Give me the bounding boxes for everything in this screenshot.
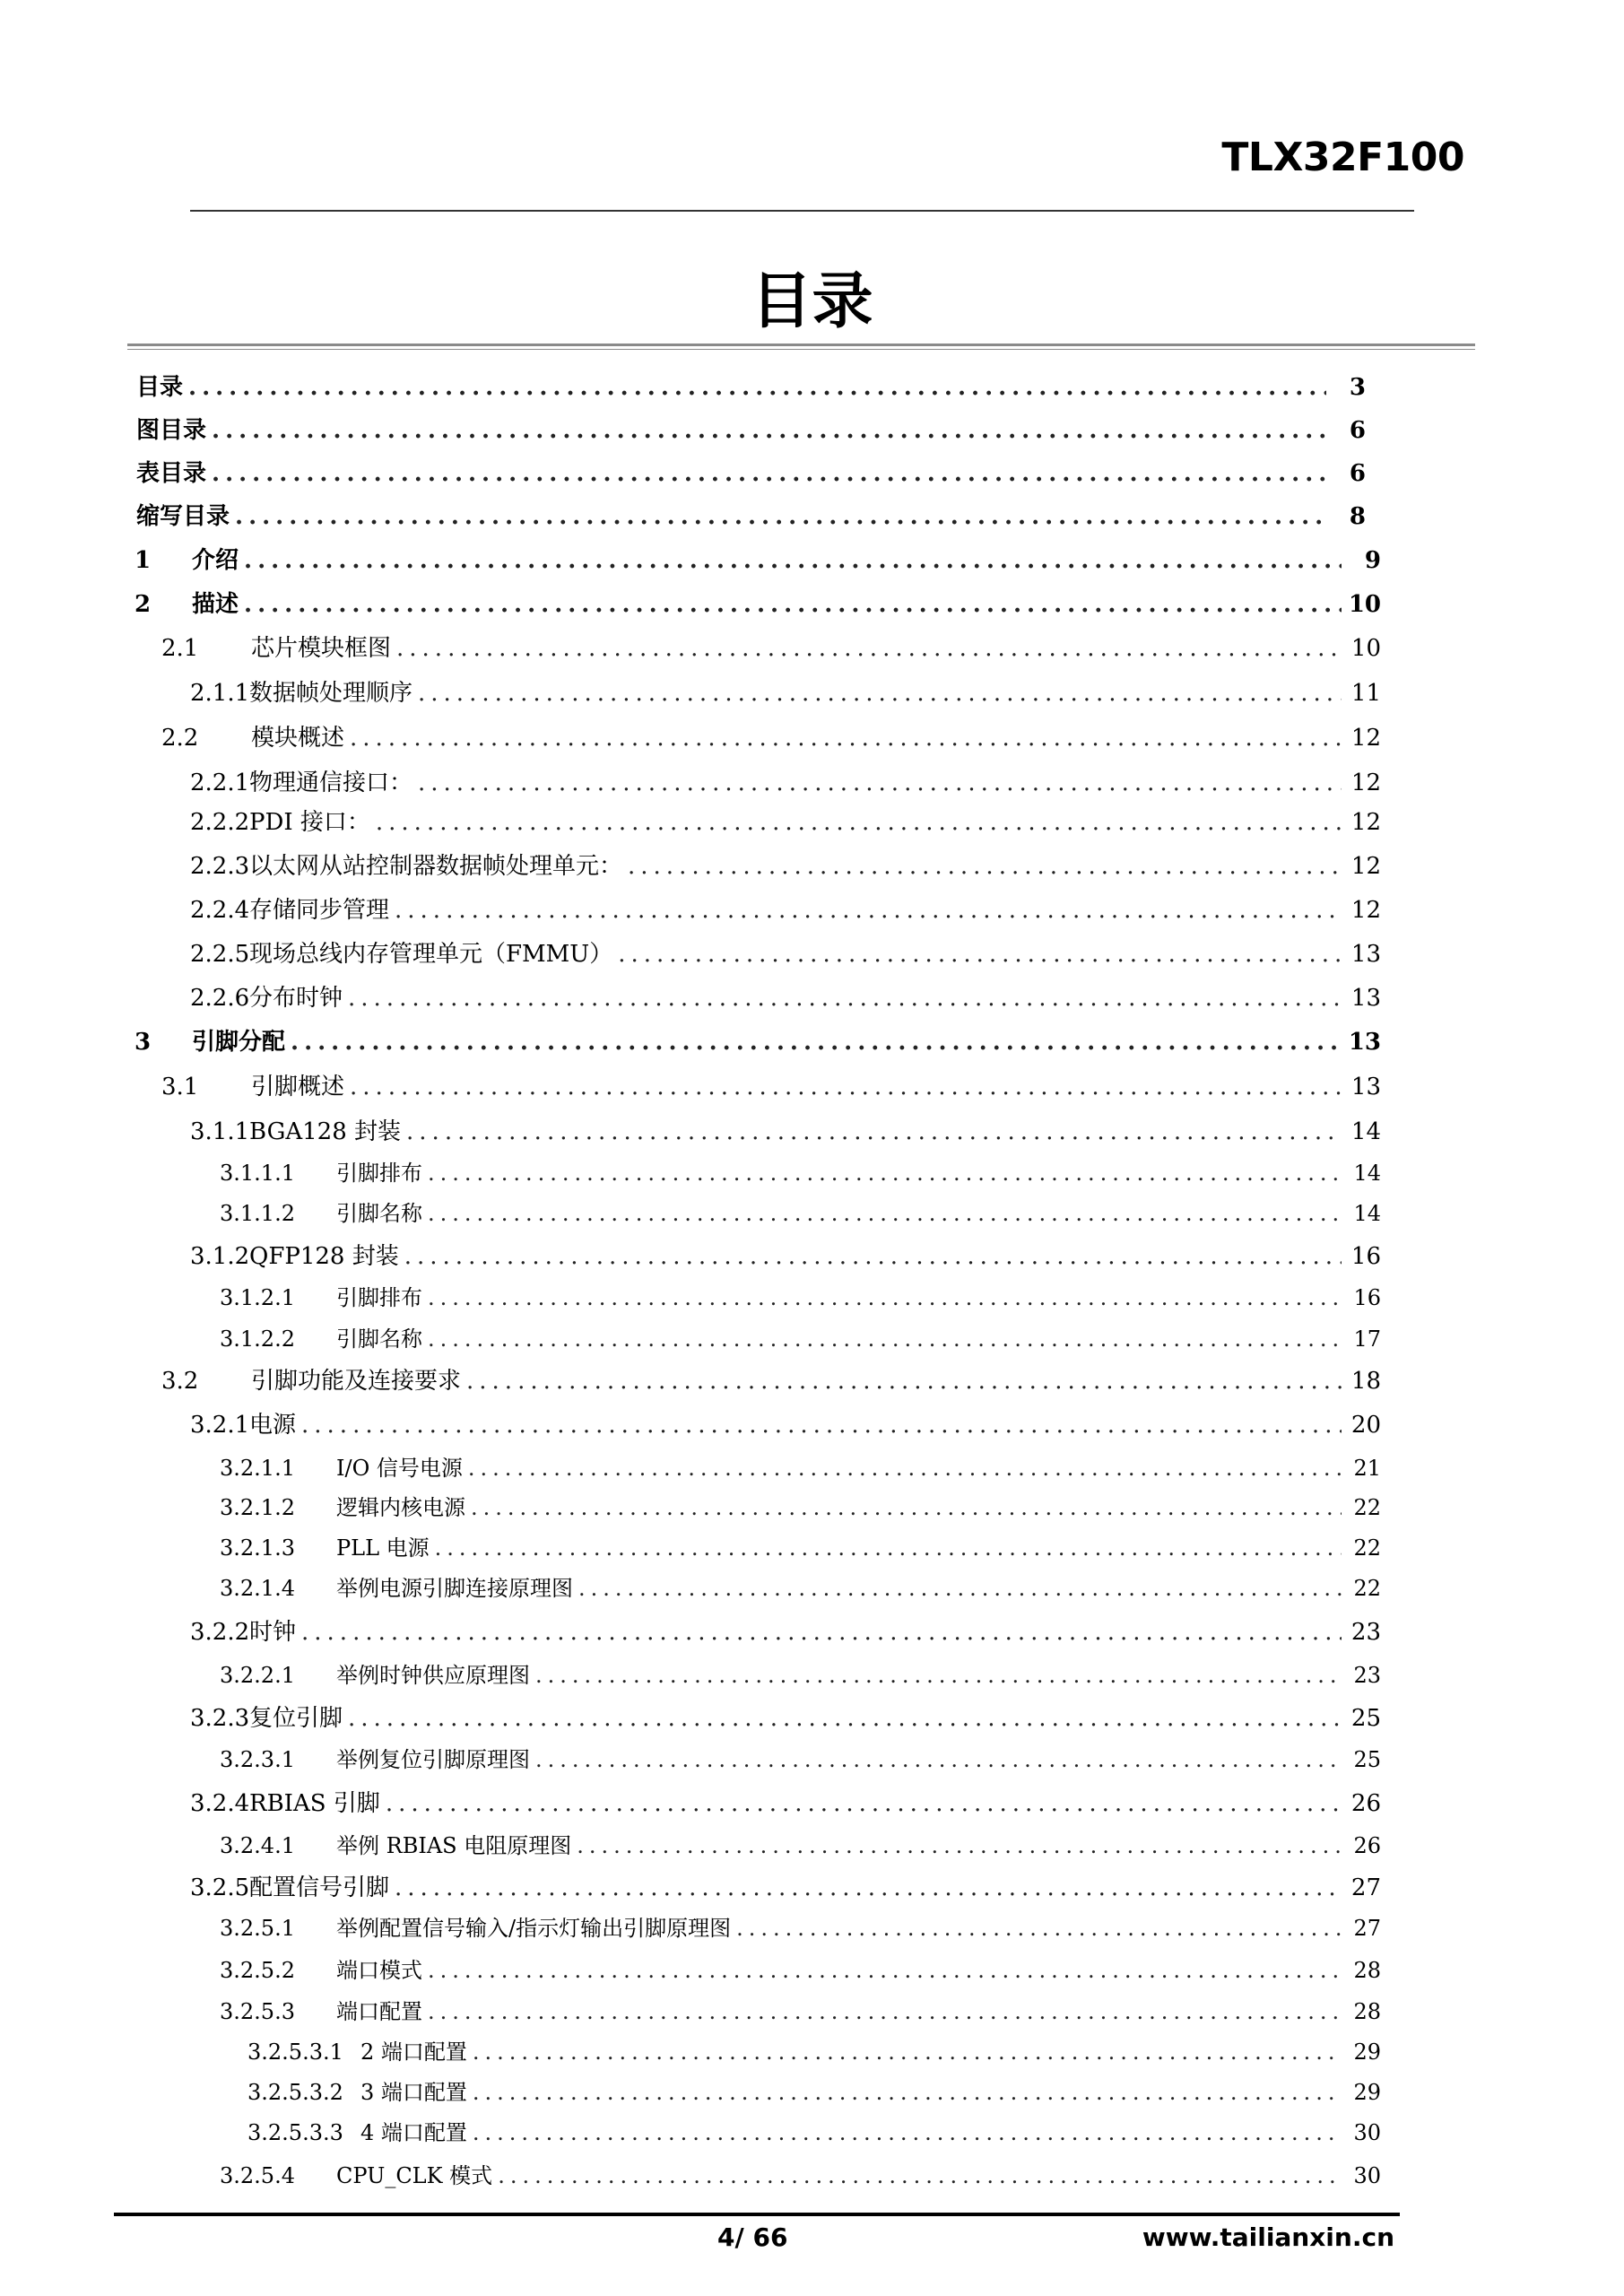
toc-entry-page: 12 xyxy=(1350,853,1381,880)
toc-entry-page: 26 xyxy=(1353,1833,1381,1858)
toc-entry-page: 27 xyxy=(1353,1916,1381,1941)
toc-entry-page: 6 xyxy=(1349,417,1366,444)
toc-leader-dots xyxy=(463,1450,1342,1486)
toc-entry-title: 现场总线内存管理单元（FMMU） xyxy=(249,941,613,968)
toc-entry-number: 1 xyxy=(135,547,152,574)
toc-leader-dots xyxy=(622,848,1342,884)
toc-entry-page: 22 xyxy=(1353,1535,1381,1561)
toc-entry-title: 引脚概述 xyxy=(251,1074,345,1100)
toc-leader-dots xyxy=(422,1321,1342,1357)
toc-leader-dots xyxy=(413,675,1342,711)
toc-entry-title: 举例配置信号输入/指示灯输出引脚原理图 xyxy=(336,1916,732,1941)
toc-entry-number: 3.2.5.3.3 xyxy=(248,2120,343,2145)
toc-entry[interactable] xyxy=(190,980,1381,1016)
toc-entry-title: 端口配置 xyxy=(336,1999,422,2024)
toc-entry-number: 3.2.2.1 xyxy=(220,1663,295,1688)
toc-entry-title: PDI 接口： xyxy=(249,809,370,836)
toc-entry[interactable] xyxy=(190,1614,1381,1650)
toc-entry-title: 配置信号引脚 xyxy=(249,1874,390,1901)
toc-entry-title: 缩写目录 xyxy=(136,503,230,530)
toc-leader-dots xyxy=(467,2034,1342,2070)
toc-entry[interactable] xyxy=(248,2034,1381,2070)
toc-entry-title: 目录 xyxy=(136,374,184,401)
toc-entry-title: 引脚分配 xyxy=(192,1029,286,1056)
toc-leader-dots xyxy=(391,631,1342,666)
toc-entry-page: 20 xyxy=(1350,1412,1381,1439)
toc-entry-page: 29 xyxy=(1353,2080,1381,2105)
toc-entry-number: 3.2.5.4 xyxy=(220,2163,295,2188)
toc-entry-number: 2.2.6 xyxy=(190,985,250,1012)
toc-entry-title: BGA128 封装 xyxy=(249,1118,402,1145)
toc-entry[interactable] xyxy=(220,1280,1381,1316)
toc-entry[interactable] xyxy=(190,1407,1381,1443)
toc-entry-number: 3.2.1 xyxy=(190,1412,250,1439)
toc-leader-dots xyxy=(285,1024,1342,1060)
toc-entry[interactable] xyxy=(136,413,1366,448)
toc-entry-page: 23 xyxy=(1350,1619,1381,1646)
toc-entry-number: 3.2.5 xyxy=(190,1874,250,1901)
toc-entry-number: 3.2.4 xyxy=(190,1790,250,1817)
toc-entry[interactable] xyxy=(220,1828,1381,1864)
toc-entry[interactable] xyxy=(161,720,1381,756)
toc-leader-dots xyxy=(422,1952,1342,1988)
toc-entry[interactable] xyxy=(190,1700,1381,1736)
toc-entry-page: 12 xyxy=(1350,897,1381,924)
toc-leader-dots xyxy=(370,804,1342,840)
toc-entry-page: 25 xyxy=(1353,1747,1381,1772)
page-title: 目录 xyxy=(751,266,873,337)
toc-entry-title: 引脚名称 xyxy=(336,1201,422,1226)
toc-entry-title: 举例电源引脚连接原理图 xyxy=(336,1576,573,1601)
footer-divider xyxy=(114,2213,1400,2216)
toc-leader-dots xyxy=(430,1530,1342,1566)
toc-entry[interactable] xyxy=(190,1870,1381,1906)
toc-entry-page: 25 xyxy=(1350,1705,1381,1732)
toc-entry[interactable] xyxy=(136,370,1366,405)
toc-leader-dots xyxy=(389,1870,1342,1906)
toc-entry-number: 3.1.2.2 xyxy=(220,1326,295,1352)
toc-entry-title: 描述 xyxy=(192,591,239,618)
toc-entry[interactable] xyxy=(220,1952,1381,1988)
toc-entry-title: QFP128 封装 xyxy=(249,1243,399,1270)
toc-entry[interactable] xyxy=(190,675,1381,711)
toc-entry-title: 引脚名称 xyxy=(336,1326,422,1352)
toc-leader-dots xyxy=(731,1910,1342,1946)
toc-entry[interactable] xyxy=(136,456,1366,491)
toc-entry-number: 3.1.1 xyxy=(190,1118,250,1145)
toc-entry-number: 3.1.1.1 xyxy=(220,1161,295,1186)
toc-entry-page: 14 xyxy=(1350,1118,1381,1145)
toc-entry[interactable] xyxy=(135,543,1381,578)
website-url: www.tailianxin.cn xyxy=(1142,2222,1394,2252)
toc-entry-title: 物理通信接口： xyxy=(249,770,413,796)
toc-leader-dots xyxy=(296,1614,1342,1650)
toc-leader-dots xyxy=(401,1114,1342,1150)
toc-entry-number: 3.1 xyxy=(161,1074,199,1100)
toc-entry-page: 9 xyxy=(1364,547,1381,574)
toc-entry[interactable] xyxy=(190,1114,1381,1150)
toc-entry[interactable] xyxy=(190,765,1381,801)
toc-entry-title: 举例 RBIAS 电阻原理图 xyxy=(336,1833,572,1858)
toc-leader-dots xyxy=(239,587,1342,622)
toc-entry-page: 11 xyxy=(1350,680,1381,707)
toc-entry[interactable] xyxy=(220,1657,1381,1693)
toc-entry-title: 举例时钟供应原理图 xyxy=(336,1663,530,1688)
toc-leader-dots xyxy=(422,1280,1342,1316)
toc-entry-page: 10 xyxy=(1348,591,1381,618)
toc-entry-page: 12 xyxy=(1350,809,1381,836)
toc-leader-dots xyxy=(343,1700,1342,1736)
toc-entry[interactable] xyxy=(220,1570,1381,1606)
toc-entry[interactable] xyxy=(248,2074,1381,2110)
toc-entry[interactable] xyxy=(220,1155,1381,1191)
toc-entry[interactable] xyxy=(248,2115,1381,2151)
toc-entry-page: 13 xyxy=(1350,985,1381,1012)
toc-entry-page: 18 xyxy=(1350,1368,1381,1395)
toc-entry-title: 介绍 xyxy=(192,547,239,574)
toc-entry[interactable] xyxy=(220,2158,1381,2194)
toc-entry-page: 28 xyxy=(1353,1958,1381,1983)
toc-entry-page: 27 xyxy=(1350,1874,1381,1901)
toc-entry-page: 16 xyxy=(1353,1285,1381,1310)
toc-entry-number: 2 xyxy=(135,591,152,618)
toc-entry[interactable] xyxy=(161,631,1381,666)
toc-entry-number: 3 xyxy=(135,1029,152,1056)
toc-entry[interactable] xyxy=(220,1742,1381,1778)
page-number: 4/ 66 xyxy=(717,2222,788,2252)
toc-entry-number: 3.2.5.3 xyxy=(220,1999,295,2024)
toc-entry-number: 3.2.5.3.2 xyxy=(248,2080,343,2105)
toc-entry-number: 2.2.1 xyxy=(190,770,250,796)
toc-entry-title: 芯片模块框图 xyxy=(251,635,392,662)
toc-entry-page: 23 xyxy=(1353,1663,1381,1688)
toc-entry-title: 4 端口配置 xyxy=(360,2120,467,2145)
toc-entry-number: 2.2.3 xyxy=(190,853,250,880)
toc-entry-title: 分布时钟 xyxy=(249,985,343,1012)
toc-entry[interactable] xyxy=(220,1321,1381,1357)
toc-leader-dots xyxy=(399,1239,1342,1274)
toc-leader-dots xyxy=(530,1742,1342,1778)
toc-entry-number: 2.1.1 xyxy=(190,680,250,707)
toc-entry-page: 3 xyxy=(1349,374,1366,401)
toc-entry[interactable] xyxy=(135,1024,1381,1060)
toc-entry-title: 以太网从站控制器数据帧处理单元： xyxy=(249,853,623,880)
toc-entry-page: 30 xyxy=(1353,2120,1381,2145)
toc-entry-page: 13 xyxy=(1348,1029,1381,1056)
toc-entry-number: 3.2.1.1 xyxy=(220,1456,295,1481)
toc-entry[interactable] xyxy=(190,848,1381,884)
toc-entry-number: 2.2.4 xyxy=(190,897,250,924)
toc-leader-dots xyxy=(422,1196,1342,1231)
toc-leader-dots xyxy=(492,2158,1342,2194)
toc-entry[interactable] xyxy=(161,1363,1381,1399)
toc-entry-number: 2.2.2 xyxy=(190,809,250,836)
toc-entry-title: 举例复位引脚原理图 xyxy=(336,1747,530,1772)
toc-entry-title: 复位引脚 xyxy=(249,1705,343,1732)
toc-entry[interactable] xyxy=(220,1490,1381,1526)
toc-entry-number: 3.1.2.1 xyxy=(220,1285,295,1310)
toc-entry-number: 2.2 xyxy=(161,725,199,752)
toc-entry-number: 3.2.1.3 xyxy=(220,1535,295,1561)
toc-entry-number: 3.2.2 xyxy=(190,1619,250,1646)
toc-entry[interactable] xyxy=(136,499,1366,535)
toc-entry-title: CPU_CLK 模式 xyxy=(336,2163,493,2188)
toc-entry-title: 3 端口配置 xyxy=(360,2080,467,2105)
toc-leader-dots xyxy=(344,720,1342,756)
toc-entry-title: 模块概述 xyxy=(251,725,345,752)
toc-leader-dots xyxy=(530,1657,1342,1693)
toc-entry-title: 时钟 xyxy=(249,1619,297,1646)
toc-entry-page: 22 xyxy=(1353,1576,1381,1601)
toc-leader-dots xyxy=(467,2115,1342,2151)
toc-entry-number: 3.2.3 xyxy=(190,1705,250,1732)
toc-entry-page: 30 xyxy=(1353,2163,1381,2188)
toc-entry-number: 2.1 xyxy=(161,635,199,662)
toc-entry[interactable] xyxy=(135,587,1381,622)
toc-entry-number: 2.2.5 xyxy=(190,941,250,968)
toc-entry-page: 28 xyxy=(1353,1999,1381,2024)
toc-leader-dots xyxy=(573,1570,1342,1606)
toc-entry-page: 8 xyxy=(1349,503,1366,530)
toc-entry-title: I/O 信号电源 xyxy=(336,1456,463,1481)
toc-entry-title: 电源 xyxy=(249,1412,297,1439)
toc-entry-number: 3.2.3.1 xyxy=(220,1747,295,1772)
toc-entry-page: 12 xyxy=(1350,725,1381,752)
header-product-name: TLX32F100 xyxy=(1221,135,1464,180)
toc-leader-dots xyxy=(461,1363,1342,1399)
toc-leader-dots xyxy=(422,1994,1342,2030)
toc-leader-dots xyxy=(380,1786,1342,1822)
toc-entry[interactable] xyxy=(190,936,1381,972)
toc-entry-title: 引脚排布 xyxy=(336,1285,422,1310)
toc-entry-number: 3.2.1.4 xyxy=(220,1576,295,1601)
toc-entry-title: 2 端口配置 xyxy=(360,2039,467,2065)
toc-entry-number: 3.1.1.2 xyxy=(220,1201,295,1226)
toc-entry-page: 16 xyxy=(1350,1243,1381,1270)
toc-entry-page: 21 xyxy=(1353,1456,1381,1481)
toc-entry[interactable] xyxy=(220,1196,1381,1231)
toc-entry-number: 3.2.1.2 xyxy=(220,1495,295,1520)
toc-leader-dots xyxy=(571,1828,1342,1864)
toc-entry-number: 3.1.2 xyxy=(190,1243,250,1270)
toc-leader-dots xyxy=(343,980,1342,1016)
toc-leader-dots xyxy=(296,1407,1342,1443)
toc-entry-page: 12 xyxy=(1350,770,1381,796)
toc-leader-dots xyxy=(422,1155,1342,1191)
toc-entry-title: 引脚功能及连接要求 xyxy=(251,1368,462,1395)
toc-leader-dots xyxy=(465,1490,1342,1526)
toc-entry[interactable] xyxy=(220,1530,1381,1566)
toc-entry-page: 29 xyxy=(1353,2039,1381,2065)
toc-leader-dots xyxy=(230,499,1326,535)
toc-leader-dots xyxy=(389,892,1342,928)
toc-entry-title: 数据帧处理顺序 xyxy=(249,680,413,707)
toc-entry-page: 17 xyxy=(1353,1326,1381,1352)
toc-leader-dots xyxy=(239,543,1342,578)
toc-entry-number: 3.2.5.2 xyxy=(220,1958,295,1983)
toc-leader-dots xyxy=(206,456,1326,491)
toc-entry-number: 3.2.4.1 xyxy=(220,1833,295,1858)
toc-entry[interactable] xyxy=(190,1786,1381,1822)
toc-entry-title: 端口模式 xyxy=(336,1958,422,1983)
toc-entry-page: 6 xyxy=(1349,460,1366,487)
toc-leader-dots xyxy=(467,2074,1342,2110)
toc-entry-page: 22 xyxy=(1353,1495,1381,1520)
toc-leader-dots xyxy=(612,936,1342,972)
toc-leader-dots xyxy=(183,370,1326,405)
toc-entry[interactable] xyxy=(220,1450,1381,1486)
toc-entry-page: 13 xyxy=(1350,1074,1381,1100)
toc-entry-title: 逻辑内核电源 xyxy=(336,1495,465,1520)
toc-entry[interactable] xyxy=(220,1910,1381,1946)
toc-entry-title: 表目录 xyxy=(136,460,207,487)
toc-entry-number: 3.2.5.1 xyxy=(220,1916,295,1941)
toc-entry-title: PLL 电源 xyxy=(336,1535,430,1561)
toc-entry[interactable] xyxy=(190,892,1381,928)
toc-entry[interactable] xyxy=(161,1069,1381,1105)
toc-entry[interactable] xyxy=(190,804,1381,840)
toc-leader-dots xyxy=(344,1069,1342,1105)
toc-leader-dots xyxy=(206,413,1326,448)
toc-entry-number: 3.2 xyxy=(161,1368,199,1395)
toc-leader-dots xyxy=(413,765,1342,801)
toc-entry[interactable] xyxy=(190,1239,1381,1274)
toc-entry-page: 10 xyxy=(1350,635,1381,662)
toc-entry-title: 存储同步管理 xyxy=(249,897,390,924)
toc-entry-page: 13 xyxy=(1350,941,1381,968)
toc-entry-title: 图目录 xyxy=(136,417,207,444)
toc-entry-page: 26 xyxy=(1350,1790,1381,1817)
toc-entry-title: 引脚排布 xyxy=(336,1161,422,1186)
toc-entry-number: 3.2.5.3.1 xyxy=(248,2039,343,2065)
toc-entry-page: 14 xyxy=(1353,1161,1381,1186)
toc-entry[interactable] xyxy=(220,1994,1381,2030)
toc-entry-page: 14 xyxy=(1353,1201,1381,1226)
toc-entry-title: RBIAS 引脚 xyxy=(249,1790,380,1817)
